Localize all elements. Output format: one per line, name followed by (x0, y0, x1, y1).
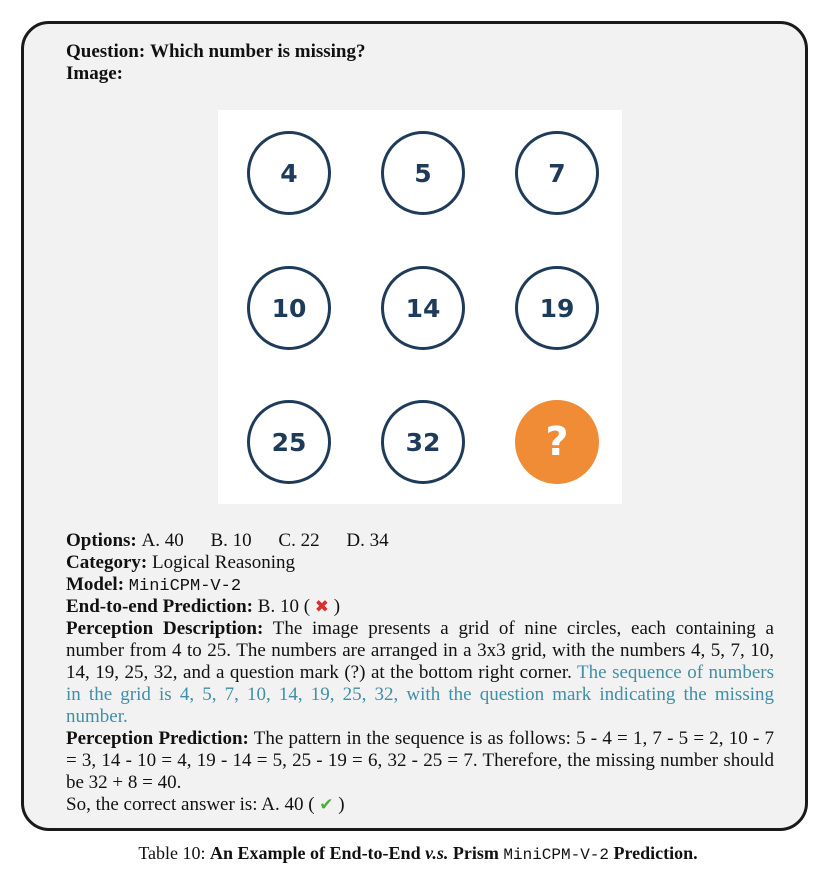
puzzle-cell: 25 (247, 400, 331, 484)
puzzle-cell: 5 (381, 131, 465, 215)
category-line (66, 552, 295, 574)
end-to-end-line (66, 596, 340, 618)
puzzle-cell: 14 (381, 266, 465, 350)
example-card (21, 21, 808, 831)
category-value: Logical Reasoning (152, 552, 295, 573)
puzzle-cell: 19 (515, 266, 599, 350)
question-label: Question: (66, 41, 146, 62)
question-text: Which number is missing? (149, 41, 366, 62)
perception-prediction-label: Perception Prediction: (66, 728, 249, 749)
perception-description-label: Perception Description: (66, 618, 264, 639)
image-label-line (66, 63, 123, 85)
caption-bold-1: An Example of End-to-End (210, 843, 426, 863)
end-to-end-close: ) (333, 596, 341, 617)
puzzle-cell: 10 (247, 266, 331, 350)
image-label: Image: (66, 63, 123, 84)
cross-icon: ✖ (314, 597, 330, 617)
model-value: MiniCPM-V-2 (128, 577, 242, 596)
caption-model: MiniCPM-V-2 (503, 846, 610, 864)
options-line (66, 530, 411, 552)
puzzle-image (218, 110, 622, 504)
model-label: Model: (66, 574, 125, 595)
question-line (66, 41, 366, 63)
option-a: A. 40 (141, 530, 184, 551)
option-b: B. 10 (210, 530, 252, 551)
option-c: C. 22 (278, 530, 320, 551)
puzzle-cell: 32 (381, 400, 465, 484)
caption-bold-2: Prism (448, 843, 504, 863)
perception-prediction (66, 728, 774, 794)
model-line (66, 574, 241, 598)
end-to-end-value: B. 10 ( (257, 596, 311, 617)
table-caption (0, 842, 836, 866)
caption-prefix: Table 10: (138, 843, 211, 863)
end-to-end-label: End-to-end Prediction: (66, 596, 254, 617)
answer-line (66, 794, 345, 816)
question-mark-cell: ? (515, 400, 599, 484)
perception-prediction-text: The pattern in the sequence is as follows: 5 - 4 = 1, 7 - 5 = 2, 10 - 7 = 3, 14 - 10 = 4, 19 - 14 = 5, 25 - 19 = 6, 32 - 25 = 7. Therefore, the missing number should be 32 + 8 = 40. (66, 728, 774, 793)
caption-bold-3: Prediction. (609, 843, 698, 863)
option-d: D. 34 (346, 530, 389, 551)
perception-description-highlight: The sequence of numbers in the grid is 4, 5, 7, 10, 14, 19, 25, 32, with the question mark indicating the missing number. (66, 662, 774, 727)
answer-text: So, the correct answer is: A. 40 ( (66, 794, 315, 815)
options-label: Options: (66, 530, 137, 551)
answer-close: ) (338, 794, 345, 815)
check-icon: ✔ (319, 795, 334, 815)
perception-description (66, 618, 774, 728)
caption-vs: v.s. (425, 843, 449, 863)
perception-description-text: The image presents a grid of nine circles, each containing a number from 4 to 25. The numbers are arranged in a 3x3 grid, with the numbers 4, 5, 7, 10, 14, 19, 25, 32, and a question mark (?) at the bottom right corner. (66, 618, 774, 683)
puzzle-cell: 7 (515, 131, 599, 215)
puzzle-cell: 4 (247, 131, 331, 215)
category-label: Category: (66, 552, 148, 573)
